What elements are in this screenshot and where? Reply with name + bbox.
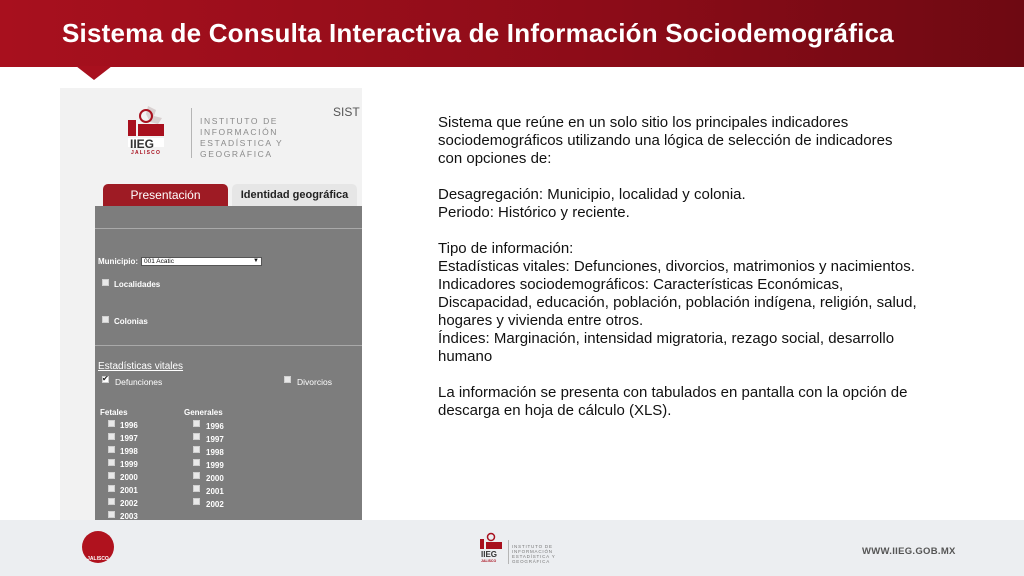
description-text — [438, 114, 918, 420]
year-label: 2002 — [206, 500, 224, 509]
desagregacion-text: Desagregación: Municipio, localidad y colonia. — [438, 186, 746, 203]
colonias-label: Colonias — [114, 317, 148, 326]
year-label: 2001 — [206, 487, 224, 496]
defunciones-checkbox[interactable] — [102, 376, 109, 383]
year-checkbox[interactable] — [108, 420, 115, 427]
svg-text:IIEG: IIEG — [481, 550, 498, 559]
year-label: 2000 — [206, 474, 224, 483]
fetales-header: Fetales — [100, 408, 128, 417]
year-checkbox[interactable] — [108, 446, 115, 453]
iieg-logo-icon — [480, 531, 508, 563]
localidades-label: Localidades — [114, 280, 161, 289]
svg-text:JALISCO: JALISCO — [131, 150, 162, 154]
system-title-fragment: SIST — [333, 105, 360, 119]
estadisticas-vitales-link[interactable]: Estadísticas vitales — [98, 361, 184, 372]
header-banner — [0, 0, 1024, 67]
svg-text:IIEG: IIEG — [130, 137, 155, 151]
year-checkbox[interactable] — [193, 459, 200, 466]
year-checkbox[interactable] — [193, 472, 200, 479]
footer-institute-name: INSTITUTO DE INFORMACIÓN ESTADÍSTICA Y GEOGRÁFICA — [512, 544, 556, 564]
year-label: 1996 — [120, 421, 138, 430]
header-notch — [76, 66, 112, 80]
year-checkbox[interactable] — [193, 485, 200, 492]
indices-text: Índices: Marginación, intensidad migratoria, rezago social, desarrollo humano — [438, 330, 895, 365]
year-checkbox[interactable] — [108, 433, 115, 440]
logo-divider — [191, 108, 192, 158]
divorcios-checkbox[interactable] — [284, 376, 291, 383]
year-label: 1997 — [206, 435, 224, 444]
localidades-checkbox[interactable] — [102, 279, 109, 286]
institute-name: INSTITUTO DE INFORMACIÓN ESTADÍSTICA Y GEOGRÁFICA — [200, 116, 284, 159]
year-label: 1999 — [120, 460, 138, 469]
divider — [95, 228, 362, 229]
municipio-select[interactable]: 001 Acatic ▼ — [141, 257, 262, 266]
iieg-logo-icon — [128, 104, 178, 154]
presentacion-text: La información se presenta con tabulados en pantalla con la opción de descarga en hoja de cálculo (XLS). — [438, 384, 908, 419]
year-label: 2000 — [120, 473, 138, 482]
year-label: 2002 — [120, 499, 138, 508]
colonias-checkbox[interactable] — [102, 316, 109, 323]
year-label: 2003 — [120, 512, 138, 520]
tipo-heading: Tipo de información: — [438, 240, 574, 257]
intro-paragraph: Sistema que reúne en un solo sitio los principales indicadores sociodemográficos utilizando una lógica de selección de indicadores con opciones de: — [438, 114, 893, 167]
generales-header: Generales — [184, 408, 223, 417]
year-checkbox[interactable] — [193, 433, 200, 440]
tab-identidad-geografica[interactable]: Identidad geográfica — [232, 184, 357, 206]
year-label: 1999 — [206, 461, 224, 470]
year-checkbox[interactable] — [193, 420, 200, 427]
year-label: 1998 — [120, 447, 138, 456]
divorcios-label: Divorcios — [297, 377, 332, 387]
municipio-label: Municipio: — [98, 257, 138, 266]
divider — [95, 345, 362, 346]
year-checkbox[interactable] — [108, 511, 115, 518]
year-label: 1997 — [120, 434, 138, 443]
year-checkbox[interactable] — [193, 446, 200, 453]
tab-presentacion[interactable]: Presentación — [103, 184, 228, 206]
svg-text:JALISCO: JALISCO — [481, 559, 497, 563]
year-checkbox[interactable] — [108, 498, 115, 505]
year-checkbox[interactable] — [108, 459, 115, 466]
footer-logo-divider — [508, 540, 509, 564]
page-title: Sistema de Consulta Interactiva de Información Sociodemográfica — [62, 18, 894, 48]
system-screenshot — [60, 88, 362, 520]
year-checkbox[interactable] — [108, 485, 115, 492]
periodo-text: Periodo: Histórico y reciente. — [438, 204, 630, 221]
estadisticas-text: Estadísticas vitales: Defunciones, divorcios, matrimonios y nacimientos. — [438, 258, 915, 275]
year-label: 1996 — [206, 422, 224, 431]
year-label: 1998 — [206, 448, 224, 457]
year-checkbox[interactable] — [108, 472, 115, 479]
jalisco-seal-label: JALISCO — [87, 556, 109, 562]
year-checkbox[interactable] — [193, 498, 200, 505]
website-url[interactable]: WWW.IIEG.GOB.MX — [862, 546, 956, 557]
year-label: 2001 — [120, 486, 138, 495]
chevron-down-icon: ▼ — [253, 258, 259, 264]
indicadores-text: Indicadores sociodemográficos: Características Económicas, Discapacidad, educación, población, población indígena, religión, salud, hogares y vivienda entre otros. — [438, 276, 917, 329]
filter-panel — [95, 206, 362, 520]
defunciones-label: Defunciones — [115, 377, 163, 387]
